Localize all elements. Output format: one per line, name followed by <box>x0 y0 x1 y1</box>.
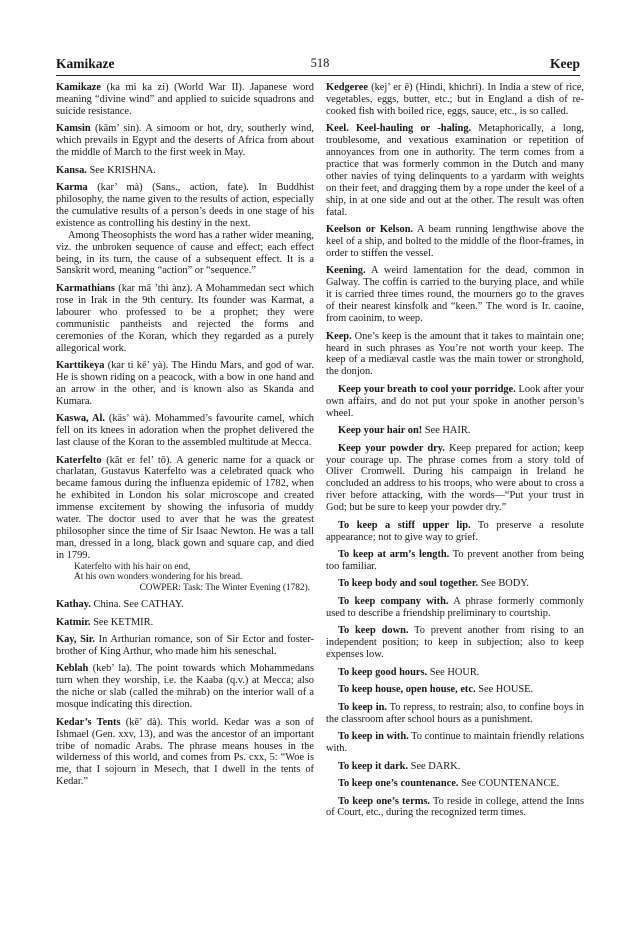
entry-headword: Keel. Keel-hauling or -haling. <box>326 123 472 135</box>
entry-paragraph <box>56 413 314 449</box>
entry-headword: Katerfelto <box>56 454 102 466</box>
entry-paragraph <box>326 384 584 420</box>
entry-text: China. See CATHAY. <box>90 599 184 611</box>
entry-headword: To keep company with. <box>338 595 449 607</box>
entry-headword: To keep body and soul together. <box>338 578 479 590</box>
entry-paragraph <box>56 82 314 118</box>
entry-paragraph <box>326 331 584 379</box>
dictionary-entry <box>326 731 584 755</box>
dictionary-entry <box>326 425 584 437</box>
entry-headword: To keep one’s terms. <box>338 795 431 807</box>
entry-paragraph <box>326 549 584 573</box>
dictionary-entry <box>326 667 584 679</box>
entry-text: See HOUR. <box>427 666 480 678</box>
entry-text: (kar mā ’thi ànz). A Mohammedan sect which rose in Irak in the 9th century. Its founder was Karmat, a labourer who professed to be a prophet; they were communistic pantheists and rejected the forms and ceremonies of the Koran, which they regarded as a purely allegorical work. <box>56 282 314 354</box>
entry-headword: Kedar’s Tents <box>56 716 121 728</box>
entry-paragraph <box>56 182 314 230</box>
quotation-line: At his own wonders wondering for his bread. <box>74 572 243 583</box>
entry-headword: Keep your breath to cool your porridge. <box>338 383 516 395</box>
entry-headword: To keep down. <box>338 625 409 637</box>
entry-paragraph <box>56 283 314 354</box>
dictionary-entry <box>326 82 584 118</box>
entry-paragraph <box>326 596 584 620</box>
entry-paragraph <box>326 425 584 437</box>
entry-text: In Arthurian romance, son of Sir Ector and foster-brother of King Arthur, who made him his seneschal. <box>56 634 314 657</box>
entry-text: (kar ti kē’ yà). The Hindu Mars, and god of war. He is shown riding on a peacock, with a bow in one hand and an arrow in the other, and is known also as Skanda and Kumara. <box>56 360 314 407</box>
dictionary-entry <box>56 663 314 711</box>
entry-text: A beam running lengthwise above the keel of a ship, and bolted to the middle of the floor-frames, in order to stiffen the vessel. <box>326 224 584 259</box>
dictionary-entry <box>326 761 584 773</box>
entry-text: (kăm’ sin). A simoom or hot, dry, southerly wind, which prevails in Egypt and the deserts of Africa from about the middle of March to the first week in May. <box>56 123 314 159</box>
dictionary-entry <box>326 684 584 696</box>
dictionary-entry <box>56 360 314 408</box>
entry-headword: Kathay. <box>56 599 91 611</box>
entry-headword: Keelson or Kelson. <box>326 224 414 236</box>
dictionary-entry <box>56 634 314 658</box>
entry-text: See BODY. <box>478 578 530 590</box>
dictionary-entry <box>326 549 584 573</box>
entry-text: (kăt er fel’ tō). A generic name for a quack or charlatan, Gustavus Katerfelto was a celebrated quack who became famous during the influenza epidemic of 1782, when he exhibited in London his solar microscope and created immense excitement by showing the infusoria of muddy water. The doctor used to aver that he was the greatest philosopher since the time of Sir Isaac Newton. He was a tall man, dressed in a long, black gown and square cap, and died in 1799. <box>56 454 314 561</box>
entry-paragraph <box>56 360 314 408</box>
entry-headword: To keep in with. <box>338 731 409 743</box>
entry-paragraph <box>326 761 584 773</box>
entry-text: (keb’ la). The point towards which Mohammedans turn when they worship, i.e. the Kaaba (q.v.) at Mecca; also the niche or slab (called the mihrab) on the interior wall of a mosque indicating this direction. <box>56 663 314 711</box>
entry-headword: Karmathians <box>56 282 115 294</box>
entry-headword: To keep good hours. <box>338 666 428 678</box>
entry-text: To preserve a resolute appearance; not to give way to grief. <box>326 519 584 543</box>
dictionary-entry <box>56 617 314 629</box>
dictionary-entry <box>326 578 584 590</box>
entry-text: To reside in college, attend the Inns of Court, etc., during the recognized term times. <box>326 795 584 819</box>
entry-headword: To keep one’s countenance. <box>338 778 459 789</box>
dictionary-entry <box>326 596 584 620</box>
entry-headword: To keep it dark. <box>338 760 409 772</box>
entry-paragraph <box>326 702 584 726</box>
entry-text: See KRISHNA. <box>86 164 156 176</box>
entry-paragraph <box>56 634 314 658</box>
left-column <box>56 82 314 794</box>
dictionary-entry <box>56 82 314 118</box>
entry-headword: Kaswa, Al. <box>56 413 105 425</box>
entry-text: Metaphorically, a long, troublesome, and vexatious examination or repetition of annoyances from one in authority. The term comes from a practice that was formerly common in the Dutch and many other navies of tying delinquents to a yardarm with weights on their feet, and dragging them by a rope under the keel of a ship, in at one side and out at the other. The result was often fatal. <box>326 123 585 218</box>
dictionary-entry <box>326 123 584 218</box>
entry-headword: Kay, Sir. <box>56 634 96 646</box>
dictionary-entry <box>326 625 584 661</box>
entry-text: To repress, to restrain; also, to confine boys in the classroom after school hours as a punishment. <box>326 701 584 725</box>
entry-headword: Karma <box>56 182 88 194</box>
entry-text: See DARK. <box>408 760 461 772</box>
dictionary-entry <box>326 443 584 514</box>
header-rule <box>56 75 580 76</box>
entry-paragraph <box>326 667 584 679</box>
entry-paragraph <box>326 731 584 755</box>
dictionary-entry <box>326 520 584 544</box>
entry-paragraph <box>56 663 314 711</box>
entry-headword: To keep in. <box>338 701 387 713</box>
entry-text: To prevent another from being too familiar. <box>326 549 585 572</box>
dictionary-entry <box>326 384 584 420</box>
entry-paragraph <box>326 684 584 696</box>
dictionary-entry <box>56 182 314 277</box>
dictionary-entry <box>56 717 314 788</box>
entry-headword: To keep house, open house, etc. <box>338 684 476 696</box>
entry-text: (kar’ mà) (Sans., action, fate). In Buddhist philosophy, the name given to the results of action, especially the cumulative results of a person’s deeds in one stage of his existence as controlling his destiny in the next. <box>56 182 314 229</box>
entry-text: See COUNTENANCE. <box>458 778 560 789</box>
entry-text: See KETMIR. <box>90 616 154 628</box>
entry-headword: To keep at arm’s length. <box>338 549 450 561</box>
right-column <box>326 82 584 825</box>
entry-paragraph <box>56 599 314 611</box>
dictionary-entry <box>56 123 314 159</box>
dictionary-entry <box>56 599 314 611</box>
entry-text: Look after your own affairs, and do not put your spoke in another person’s wheel. <box>326 383 584 419</box>
entry-headword: Keep. <box>326 330 352 342</box>
entry-text: See HAIR. <box>422 425 471 437</box>
entry-headword: Keblah <box>56 663 89 675</box>
entry-text: See HOUSE. <box>475 684 534 696</box>
entry-headword: Karttikeya <box>56 360 105 371</box>
entry-paragraph <box>56 165 314 177</box>
entry-paragraph <box>56 717 314 788</box>
entry-headword: Katmir. <box>56 616 91 628</box>
entry-text: To continue to maintain friendly relations with. <box>326 731 585 754</box>
dictionary-entry <box>56 165 314 177</box>
dictionary-entry <box>56 455 314 594</box>
entry-paragraph <box>326 520 584 544</box>
entry-paragraph <box>326 796 584 820</box>
entry-paragraph <box>326 578 584 590</box>
entry-headword: Kedgeree <box>326 82 368 93</box>
dictionary-entry <box>326 265 584 325</box>
running-head-left: Kamikaze <box>56 56 115 71</box>
entry-paragraph <box>326 443 584 514</box>
entry-text: One’s keep is the amount that it takes to maintain one; heard in such phrases as You’re not worth your keep. The keep of a mediæval castle was the main tower or stronghold, the donjon. <box>326 330 584 378</box>
dictionary-entry <box>56 283 314 354</box>
dictionary-entry <box>326 778 584 790</box>
dictionary-entry <box>326 702 584 726</box>
entry-paragraph <box>326 82 584 118</box>
entry-text: (kej’ er ē) (Hindi, khichri). In India a stew of rice, vegetables, eggs, butter, etc.; but in England a dish of re-cooked fish with boiled rice, eggs, sauce, etc., is so called. <box>326 82 584 117</box>
entry-paragraph <box>56 123 314 159</box>
entry-text: (ka mi ka zi) (World War II). Japanese word meaning “divine wind” and applied to suicide squadrons and suicide resistance. <box>56 82 314 117</box>
quotation-source: COWPER: Task: The Winter Evening (1782). <box>139 582 310 593</box>
dictionary-entry <box>56 413 314 449</box>
entry-headword: Kamsin <box>56 123 91 135</box>
entry-paragraph <box>56 455 314 562</box>
entry-headword: Keening. <box>326 265 366 277</box>
entry-text: (käs’ wà). Mohammed’s favourite camel, which fell on its knees in adoration when the prophet delivered the last clause of the Koran to the assembled multitude at Mecca. <box>56 413 315 449</box>
quotation-line: Katerfelto with his hair on end, <box>74 561 191 572</box>
entry-text: (kē’ dà). This world. Kedar was a son of Ishmael (Gen. xxv, 13), and was the ancestor of an important tribe of nomadic Arabs. The phrase means houses in the wilderness of this world, and comes from Ps. cxx, 5: “Woe is me, that I sojourn in Mesech, that I dwell in the tents of Kedar.” <box>56 716 314 788</box>
dictionary-entry <box>326 796 584 820</box>
entry-headword: Kamikaze <box>56 82 102 93</box>
dictionary-entry <box>326 331 584 379</box>
entry-paragraph <box>326 123 584 218</box>
entry-paragraph <box>326 224 584 260</box>
entry-continuation: Among Theosophists the word has a rather wider meaning, viz. the unbroken sequence of cause and effect; each effect being, in its turn, the cause of a subsequent effect. It is a Sanskrit word, meaning “action” or “sequence.” <box>56 229 314 277</box>
entry-text: A phrase formerly commonly used to describe a friendship preliminary to courtship. <box>326 595 584 619</box>
entry-text: Keep prepared for action; keep your courage up. The phrase comes from a story told of Oliver Cromwell. During his campaign in Ireland he concluded an address to his troops, who were about to cross a river before attacking, with the words—“Put your trust in God; but be sure to keep your powder dry.” <box>326 442 584 514</box>
entry-text: A weird lamentation for the dead, common in Galway. The coffin is carried to the burying place, and while it is carried three times round, the mourners go to the graves of their nearest kinsfolk and “keen.” The word is Ir. caoine, from caoinim, to weep. <box>326 265 584 325</box>
running-head-right: Keep <box>550 56 580 71</box>
entry-paragraph <box>56 617 314 629</box>
dictionary-entry <box>326 224 584 260</box>
page-number: 518 <box>310 56 330 70</box>
entry-headword: Kansa. <box>56 164 87 176</box>
entry-text: To prevent another from rising to an independent position; to keep in subjection; also to keep expenses low. <box>326 625 584 661</box>
entry-paragraph <box>326 265 584 325</box>
entry-paragraph <box>326 778 584 790</box>
entry-paragraph <box>326 625 584 661</box>
entry-headword: Keep your hair on! <box>338 425 423 437</box>
entry-headword: Keep your powder dry. <box>338 442 446 454</box>
entry-headword: To keep a stiff upper lip. <box>338 519 471 531</box>
